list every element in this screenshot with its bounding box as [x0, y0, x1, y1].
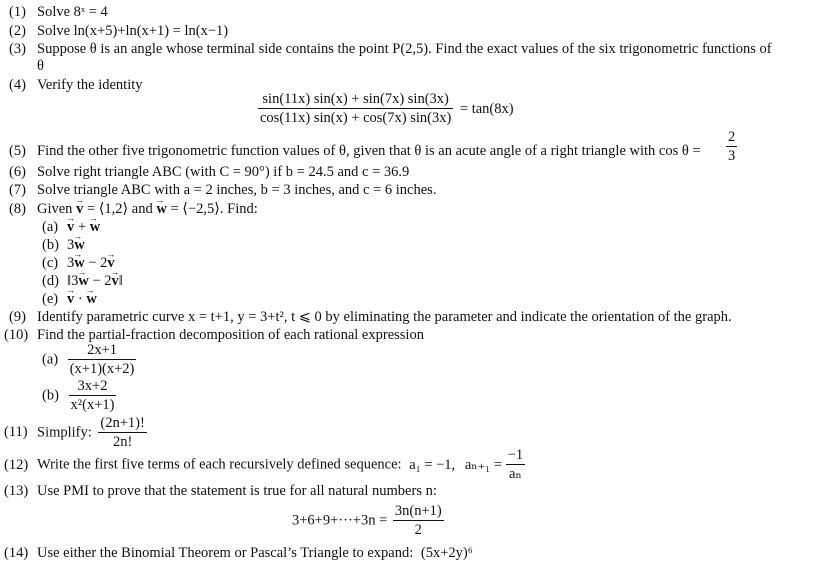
fraction-denominator: 2	[393, 520, 444, 539]
fraction-numerator: 3x+2	[77, 378, 108, 394]
problem-text: Solve triangle ABC with a = 2 inches, b = 3 inches, and c = 6 inches.	[37, 182, 437, 198]
problem-number: (2)	[9, 23, 26, 39]
problem-number: (1)	[9, 4, 26, 20]
identity-rhs: = tan(8x)	[459, 100, 514, 117]
problem-number: (14)	[4, 545, 29, 561]
problem-8c: (c) 3→ w − 2→ v	[42, 254, 58, 272]
subpart-label: (c)	[42, 255, 59, 271]
problem-text: Find the other five trigonometric function values of θ, given that θ is an acute angle of a right triangle with cos θ =	[37, 143, 701, 159]
problem-number: (8)	[9, 201, 26, 217]
problem-text: θ	[37, 58, 44, 74]
subpart-label: (e)	[42, 291, 59, 307]
fraction-denominator: aₙ	[506, 464, 525, 483]
fraction-numerator: (2n+1)!	[100, 415, 145, 431]
problem-text: Use PMI to prove that the statement is true for all natural numbers n:	[37, 483, 437, 499]
identity-equation	[258, 90, 514, 127]
problem-text: Find the partial-fraction decomposition of each rational expression	[37, 327, 424, 343]
rational-expression-b	[69, 377, 117, 414]
subpart-label: (a)	[42, 219, 59, 235]
vector-v-definition: = ⟨1,2⟩ and	[86, 201, 153, 217]
initial-term: a₁ = −1,	[409, 456, 456, 473]
problem-text: Given	[37, 201, 73, 217]
problem-10b	[42, 377, 116, 414]
problem-8b: (b) 3→ w	[42, 236, 59, 254]
problem-8d: (d) ‖3→ w − 2→ v‖	[42, 272, 59, 290]
problem-text: Use either the Binomial Theorem or Pascal’s Triangle to expand:	[37, 545, 414, 561]
problem-text: Verify the identity	[37, 77, 143, 93]
rational-expression-a	[68, 341, 137, 378]
problem-number: (5)	[9, 143, 26, 159]
binomial-expression: (5x+2y)⁶	[420, 545, 473, 561]
fraction-numerator: −1	[507, 447, 524, 463]
fraction-denominator: 2n!	[98, 432, 146, 451]
problem-number: (12)	[4, 457, 29, 473]
fraction-numerator: 2	[728, 129, 736, 145]
equation-rhs-fraction	[393, 502, 444, 539]
equation-lhs: 3+6+9+···+3n =	[292, 512, 388, 529]
identity-denominator: cos(11x) sin(x) + cos(7x) sin(3x)	[260, 110, 452, 126]
problem-text: Write the first five terms of each recursively defined sequence:	[37, 456, 402, 473]
subpart-label: (d)	[42, 273, 59, 289]
problem-text: Suppose θ is an angle whose terminal side contains the point P(2,5). Find the exact values of the six trigonometric functions of	[37, 41, 772, 57]
problem-8a: (a) → v + → w	[42, 218, 58, 236]
problem-number: (10)	[4, 327, 29, 343]
problem-10a	[42, 341, 136, 378]
recursive-term: aₙ₊₁ =	[464, 456, 503, 473]
subpart-label: (a)	[42, 351, 59, 368]
subpart-label: (b)	[42, 237, 59, 253]
pmi-equation	[292, 502, 444, 539]
subpart-label: (b)	[42, 387, 59, 404]
problem-number: (13)	[4, 483, 29, 499]
problem-text: Solve ln(x+5)+ln(x+1) = ln(x−1)	[37, 23, 229, 39]
recursive-fraction	[506, 446, 525, 483]
problem-text: Identify parametric curve x = t+1, y = 3+t², t ⩽ 0 by eliminating the parameter and indicate the orientation of the graph.	[37, 309, 732, 325]
fraction-numerator: 3n(n+1)	[394, 503, 442, 519]
identity-numerator: sin(11x) sin(x) + sin(7x) sin(3x)	[262, 91, 449, 107]
problem-text: Simplify:	[37, 424, 92, 441]
problem-number: (7)	[9, 182, 26, 198]
problem-8e: (e) → v · → w	[42, 290, 58, 308]
fraction-denominator: x²(x+1)	[70, 397, 115, 413]
problem-number: (3)	[9, 41, 26, 57]
vector-v: → v	[76, 200, 83, 218]
identity-fraction	[258, 90, 453, 127]
vector-w: → w	[156, 200, 166, 218]
problem-number: (4)	[9, 77, 26, 93]
cos-fraction	[726, 128, 737, 165]
problem-number: (6)	[9, 164, 26, 180]
problem-number: (11)	[4, 424, 28, 440]
problem-text: Solve 8ˣ = 4	[37, 4, 108, 20]
problem-text: Solve right triangle ABC (with C = 90°) if b = 24.5 and c = 36.9	[37, 164, 410, 180]
problem-number: (9)	[9, 309, 26, 325]
fraction-numerator: 2x+1	[87, 342, 118, 358]
fraction-denominator: 3	[728, 148, 736, 164]
fraction-denominator: (x+1)(x+2)	[69, 361, 135, 377]
vector-w-definition: = ⟨−2,5⟩. Find:	[170, 201, 258, 217]
